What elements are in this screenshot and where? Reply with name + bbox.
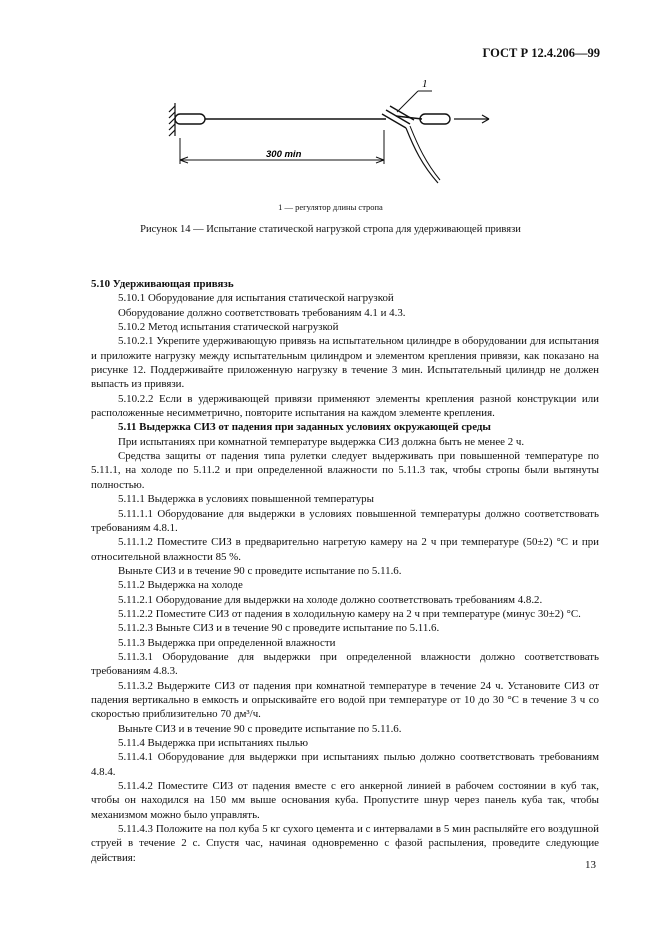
paragraph: 5.11.4.3 Положите на пол куба 5 кг сухого цемента и с интервалами в 5 мин распыляйте его воздушной струей в течение 2 с. Спустя час, начиная одновременно с фазой распыления, проведите следующие действия: — [91, 823, 599, 864]
callout-leader — [397, 91, 432, 112]
paragraph: 5.11.4.2 Поместите СИЗ от падения вместе с его анкерной линией в рабочем состоянии в куб так, чтобы он находился на 150 мм выше основания куба. Пропустите шнур через панель куба так, чтобы механизмом можно было управлять. — [91, 780, 599, 821]
section-heading: 5.11 Выдержка СИЗ от падения при заданных условиях окружающей среды — [118, 421, 491, 434]
paragraph: 5.11.2.1 Оборудование для выдержки на холоде должно соответствовать требованиям 4.8.2. — [118, 593, 543, 606]
paragraph: 5.10.2 Метод испытания статической нагрузкой — [118, 321, 339, 334]
left-loop — [175, 114, 205, 124]
paragraph: 5.11.2 Выдержка на холоде — [118, 579, 243, 592]
paragraph: 5.11.1.2 Поместите СИЗ в предварительно нагретую камеру на 2 ч при температуре (50±2) °С и при относительной влажности 85 %. — [91, 536, 599, 563]
paragraph: Выньте СИЗ и в течение 90 с проведите испытание по 5.11.6. — [118, 564, 402, 577]
length-regulator — [382, 106, 422, 128]
paragraph: Оборудование должно соответствовать требованиям 4.1 и 4.3. — [118, 306, 406, 319]
paragraph: 5.10.1 Оборудование для испытания статической нагрузкой — [118, 292, 394, 305]
test-diagram — [160, 70, 500, 200]
paragraph: 5.11.2.3 Выньте СИЗ и в течение 90 с проведите испытание по 5.11.6. — [118, 622, 440, 635]
page-number: 13 — [585, 859, 596, 871]
figure-legend: 1 — регулятор длины стропа — [278, 202, 383, 212]
paragraph: 5.11.3.1 Оборудование для выдержки при определенной влажности должно соответствовать требованиям 4.8.3. — [91, 650, 599, 678]
body-text — [91, 277, 599, 865]
paragraph: 5.10.2.2 Если в удерживающей привязи применяют элементы крепления разной конструкции или расположенные несимметрично, повторите испытания на каждом элементе крепления. — [91, 392, 599, 420]
load-arrow — [454, 115, 489, 123]
paragraph: 5.11.4.1 Оборудование для выдержки при испытаниях пылью должно соответствовать требованиям 4.8.4. — [91, 751, 599, 778]
paragraph: 5.11.1 Выдержка в условиях повышенной температуры — [118, 493, 374, 506]
paragraph: 5.11.1.1 Оборудование для выдержки в условиях повышенной температуры должно соответствовать требованиям 4.8.1. — [91, 507, 599, 534]
strap-free-end — [406, 128, 438, 183]
right-loop — [420, 114, 450, 124]
anchor-wall — [169, 103, 175, 136]
paragraph: Средства защиты от падения типа рулетки следует выдерживать при повышенной температуре по 5.11.1, на холоде по 5.11.2 и при определенной влажности по 5.11.3 так, чтобы стропы были вытянуты полностью. — [91, 450, 599, 491]
paragraph: При испытаниях при комнатной температуре выдержка СИЗ должна быть не менее 2 ч. — [118, 435, 525, 448]
figure-caption: Рисунок 14 — Испытание статической нагрузкой стропа для удерживающей привязи — [140, 224, 521, 235]
paragraph: 5.11.4 Выдержка при испытаниях пылью — [118, 737, 309, 749]
paragraph: 5.10.2.1 Укрепите удерживающую привязь на испытательном цилиндре в оборудовании для испытания и приложите нагрузку между испытательным цилиндром и элементом крепления привязи, как показано на рисунке 12. Поддерживайте приложенную нагрузку в течение 3 мин. Испытательный цилиндр не должен выпасть из привязи. — [91, 335, 599, 391]
paragraph: 5.11.3 Выдержка при определенной влажности — [118, 636, 336, 649]
callout-number: 1 — [422, 78, 428, 90]
paragraph: Выньте СИЗ и в течение 90 с проведите испытание по 5.11.6. — [118, 722, 402, 735]
paragraph: 5.11.3.2 Выдержите СИЗ от падения при комнатной температуре в течение 24 ч. Установите СИЗ от падения вертикально в емкость и опрыскивайте его водой при температуре от 10 до 30 °С в течение 3 ч со скоростью приблизительно 70 дм³/ч. — [91, 679, 599, 721]
document-header: ГОСТ Р 12.4.206—99 — [482, 46, 600, 60]
section-heading: 5.10 Удерживающая привязь — [91, 278, 234, 290]
dimension-label: 300 min — [266, 149, 302, 160]
paragraph: 5.11.2.2 Поместите СИЗ от падения в холодильную камеру на 2 ч при температуре (минус 30±2) °С. — [118, 607, 581, 620]
